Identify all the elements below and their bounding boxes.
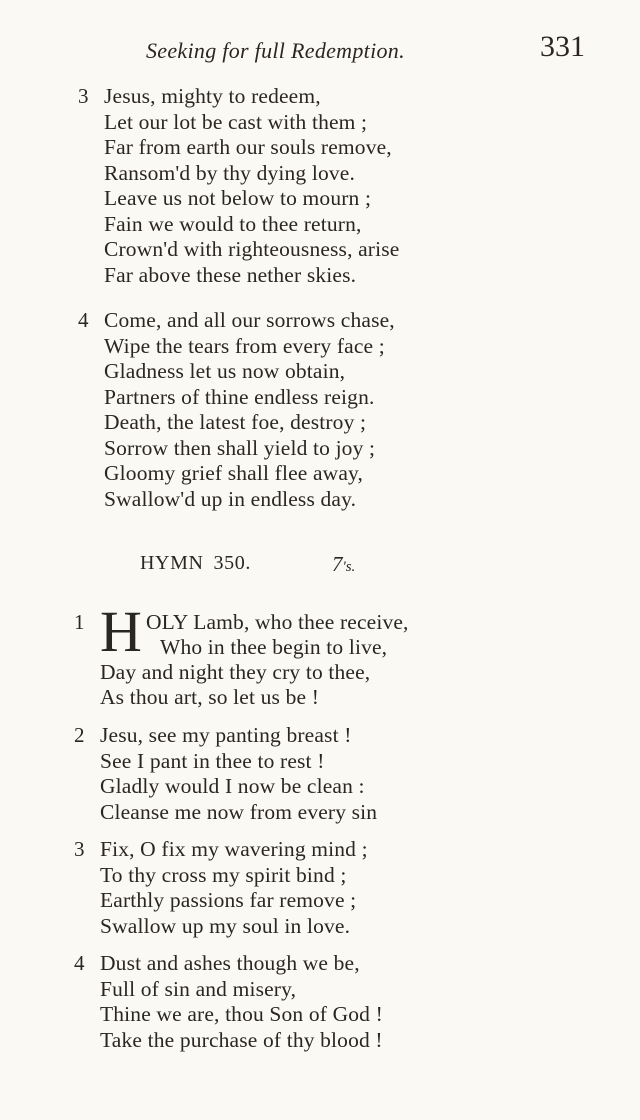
- verse-line: Earthly passions far remove ;: [100, 888, 357, 912]
- verse-line: As thou art, so let us be !: [100, 685, 320, 709]
- verse-line: Gloomy grief shall flee away,: [104, 461, 364, 485]
- verse-line: Gladness let us now obtain,: [104, 359, 346, 383]
- verse-number: 2: [74, 723, 85, 747]
- verse-line: Swallow up my soul in love.: [100, 913, 351, 938]
- verse-line: Gladly would I now be clean :: [100, 774, 365, 798]
- meter-value: 7: [332, 552, 343, 576]
- verse-line: Leave us not below to mourn ;: [104, 186, 372, 210]
- page-number: 331: [540, 30, 585, 63]
- verse-line: Death, the latest foe, destroy ;: [104, 410, 367, 434]
- verse-line: Full of sin and misery,: [100, 976, 297, 1001]
- verse-line: Crown'd with righteousness, arise: [104, 237, 400, 261]
- hymn-label: HYMN: [140, 552, 204, 574]
- verse-line: Swallow'd up in endless day.: [104, 486, 357, 511]
- verse-line: Thine we are, thou Son of God !: [100, 1002, 383, 1026]
- verse-line: Partners of thine endless reign.: [104, 384, 375, 409]
- verse-number: 1: [74, 610, 85, 634]
- verse-line: Sorrow then shall yield to joy ;: [104, 435, 376, 460]
- verse-line: Jesu, see my panting breast !: [100, 723, 352, 747]
- verse-line: Fain we would to thee return,: [104, 211, 362, 236]
- verse-number: 4: [78, 308, 89, 332]
- verse-line: Let our lot be cast with them ;: [104, 109, 368, 134]
- drop-cap: H: [100, 599, 142, 664]
- running-title: Seeking for full Redemption.: [146, 38, 405, 63]
- hymn-meter: [332, 552, 355, 577]
- verse-line: OLY Lamb, who thee receive,: [146, 610, 409, 634]
- hymn-heading: [140, 552, 251, 575]
- verse-line: To thy cross my spirit bind ;: [100, 862, 347, 887]
- meter-suffix: 's.: [342, 559, 356, 575]
- verse-line: Day and night they cry to thee,: [100, 660, 371, 684]
- verse-line: Cleanse me now from every sin: [100, 799, 378, 824]
- verse-number: 4: [74, 951, 85, 975]
- verse-line: See I pant in thee to rest !: [100, 748, 325, 773]
- verse-line: Who in thee begin to live,: [160, 635, 388, 659]
- verse-line: Take the purchase of thy blood !: [100, 1027, 383, 1052]
- verse-line: Come, and all our sorrows chase,: [104, 308, 395, 332]
- verse-line: Jesus, mighty to redeem,: [104, 84, 321, 108]
- verse-line: Far above these nether skies.: [104, 262, 357, 287]
- hymn-number: 350.: [213, 552, 251, 574]
- verse-line: Wipe the tears from every face ;: [104, 333, 385, 358]
- verse-number: 3: [74, 837, 85, 861]
- verse-line: Far from earth our souls remove,: [104, 135, 392, 159]
- verse-number: 3: [78, 84, 89, 108]
- verse-line: Dust and ashes though we be,: [100, 951, 360, 975]
- verse-line: Ransom'd by thy dying love.: [104, 160, 355, 185]
- verse-line: Fix, O fix my wavering mind ;: [100, 837, 368, 861]
